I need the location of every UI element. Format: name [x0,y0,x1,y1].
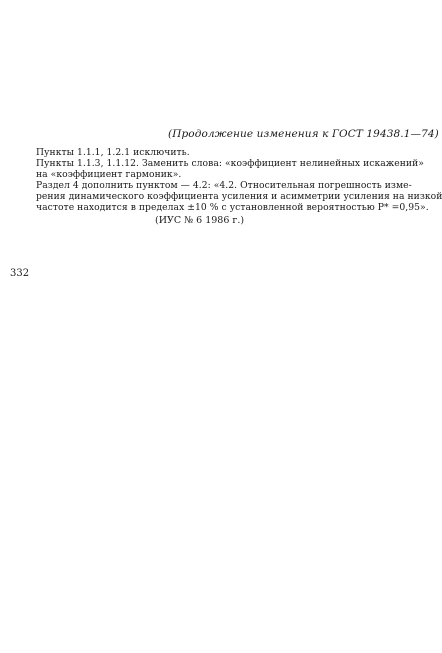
paragraph-replace-words [36,158,424,180]
page-number: 332 [10,268,30,279]
paragraph-line: рения динамического коэффициента усиления и асимметрии усиления на низкой [36,191,442,202]
paragraph-line: Раздел 4 дополнить пунктом — 4.2: «4.2. Относительная погрешность изме- [36,180,412,191]
paragraph-line: частоте находится в пределах ±10 % с установленной вероятностью Р* =0,95». [36,202,429,213]
paragraph-items-removed [36,147,386,158]
source-reference: (ИУС № 6 1986 г.) [155,215,245,226]
paragraph-line: Пункты 1.1.3, 1.1.12. Заменить слова: «коэффициент нелинейных искажений» [36,158,424,169]
paragraph-line: на «коэффициент гармоник». [36,169,182,180]
paragraph-section-addition [36,180,442,213]
continuation-header: (Продолжение изменения к ГОСТ 19438.1—74) [168,128,439,140]
paragraph-line: Пункты 1.1.1, 1.2.1 исключить. [36,147,190,158]
